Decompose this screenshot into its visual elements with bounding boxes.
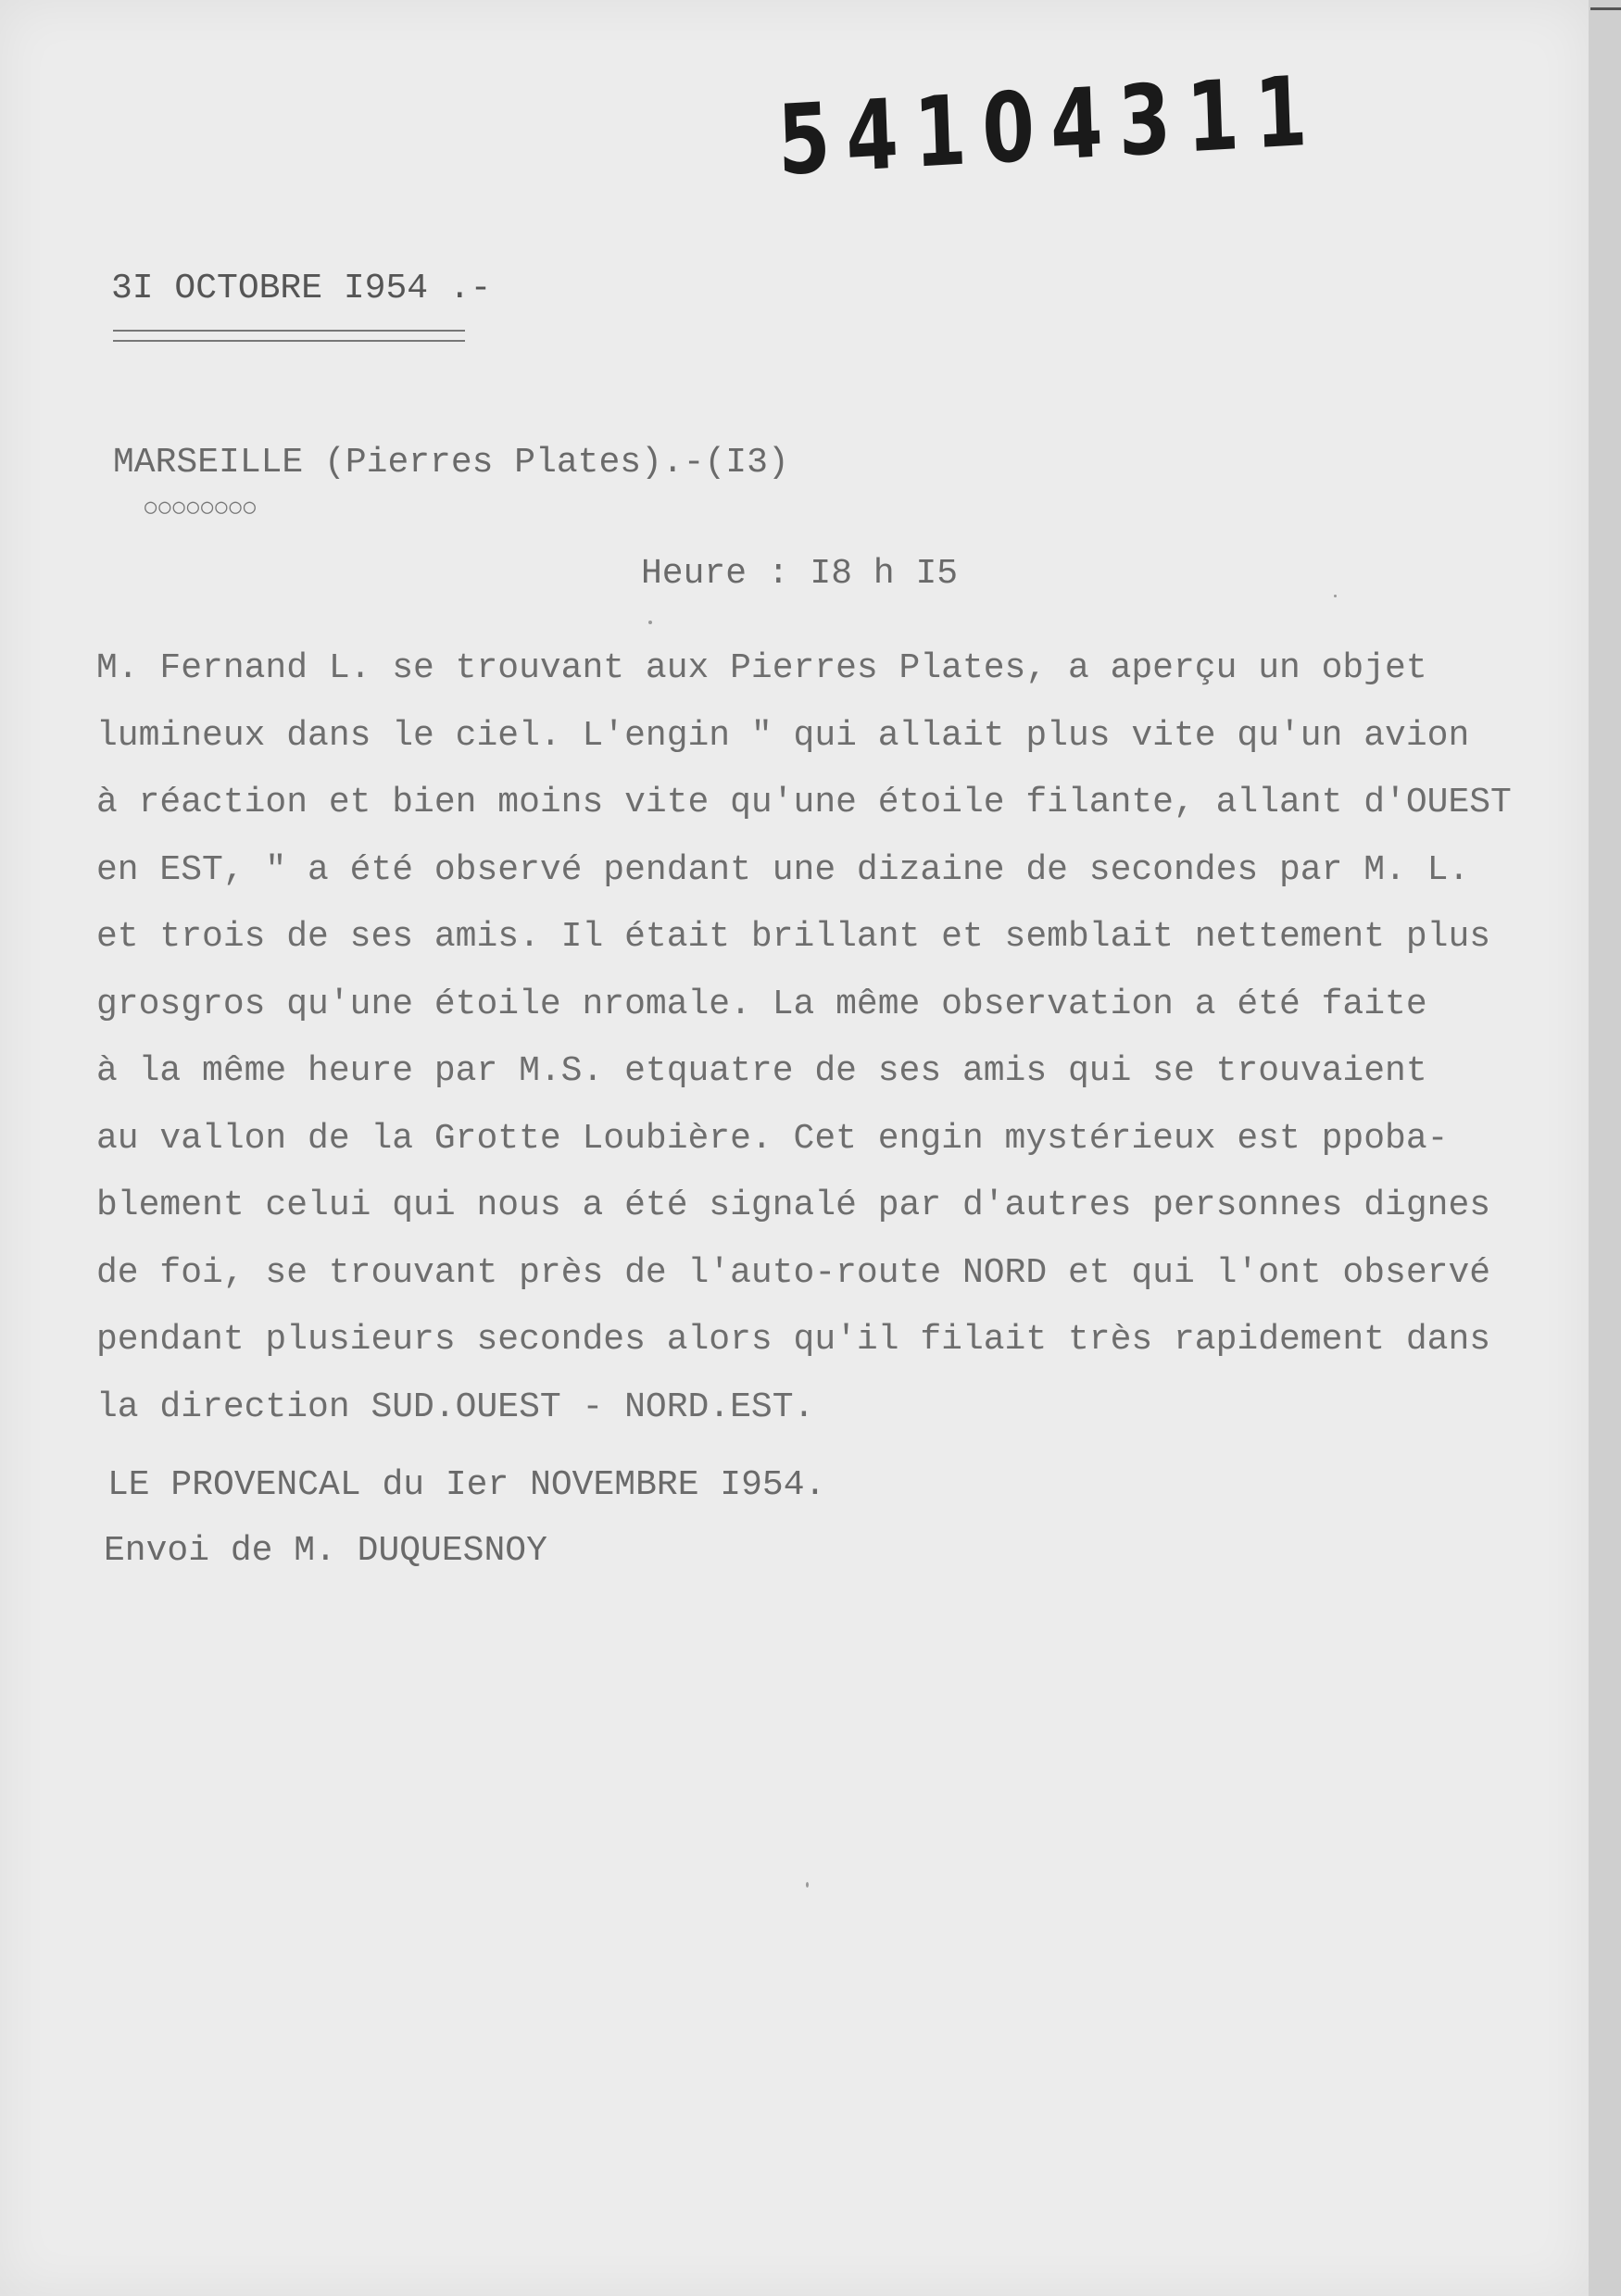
newspaper-source: LE PROVENCAL du Ier NOVEMBRE I954.: [107, 1465, 826, 1505]
body-line: blement celui qui nous a été signalé par d'autres personnes dignes: [96, 1186, 1491, 1225]
scan-border: [1589, 0, 1621, 2296]
sender-credit: Envoi de M. DUQUESNOY: [104, 1531, 547, 1571]
time-of-sighting: Heure : I8 h I5: [641, 554, 959, 594]
body-line: grosgros qu'une étoile nromale. La même observation a été faite: [96, 984, 1427, 1024]
scan-speck: [1334, 595, 1337, 597]
scan-speck: [806, 1882, 809, 1888]
body-line: pendant plusieurs secondes alors qu'il filait très rapidement dans: [96, 1320, 1491, 1360]
scan-speck: [648, 621, 652, 624]
body-line: à la même heure par M.S. etquatre de ses amis qui se trouvaient: [96, 1051, 1427, 1091]
archive-stamp-number: 54104311: [775, 54, 1326, 197]
report-date: 3I OCTOBRE I954 .-: [111, 269, 492, 308]
body-line: en EST, " a été observé pendant une dizaine de secondes par M. L.: [96, 849, 1470, 890]
body-line: au vallon de la Grotte Loubière. Cet engin mystérieux est ppoba-: [96, 1118, 1449, 1159]
scan-edge-mark: [1590, 7, 1621, 10]
body-line: à réaction et bien moins vite qu'une étoile filante, allant d'OUEST: [96, 783, 1512, 822]
body-line: et trois de ses amis. Il était brillant et semblait nettement plus: [96, 917, 1491, 957]
date-underline: [113, 330, 465, 342]
body-line: lumineux dans le ciel. L'engin " qui allait plus vite qu'un avion: [96, 715, 1470, 756]
body-line: la direction SUD.OUEST - NORD.EST.: [96, 1386, 815, 1427]
body-line: M. Fernand L. se trouvant aux Pierres Plates, a aperçu un objet: [96, 648, 1427, 688]
location-underline-marks: ○○○○○○○○: [145, 496, 258, 519]
location-heading: MARSEILLE (Pierres Plates).-(I3): [113, 443, 789, 483]
body-line: de foi, se trouvant près de l'auto-route NORD et qui l'ont observé: [96, 1252, 1491, 1293]
report-body: [96, 635, 1578, 1441]
